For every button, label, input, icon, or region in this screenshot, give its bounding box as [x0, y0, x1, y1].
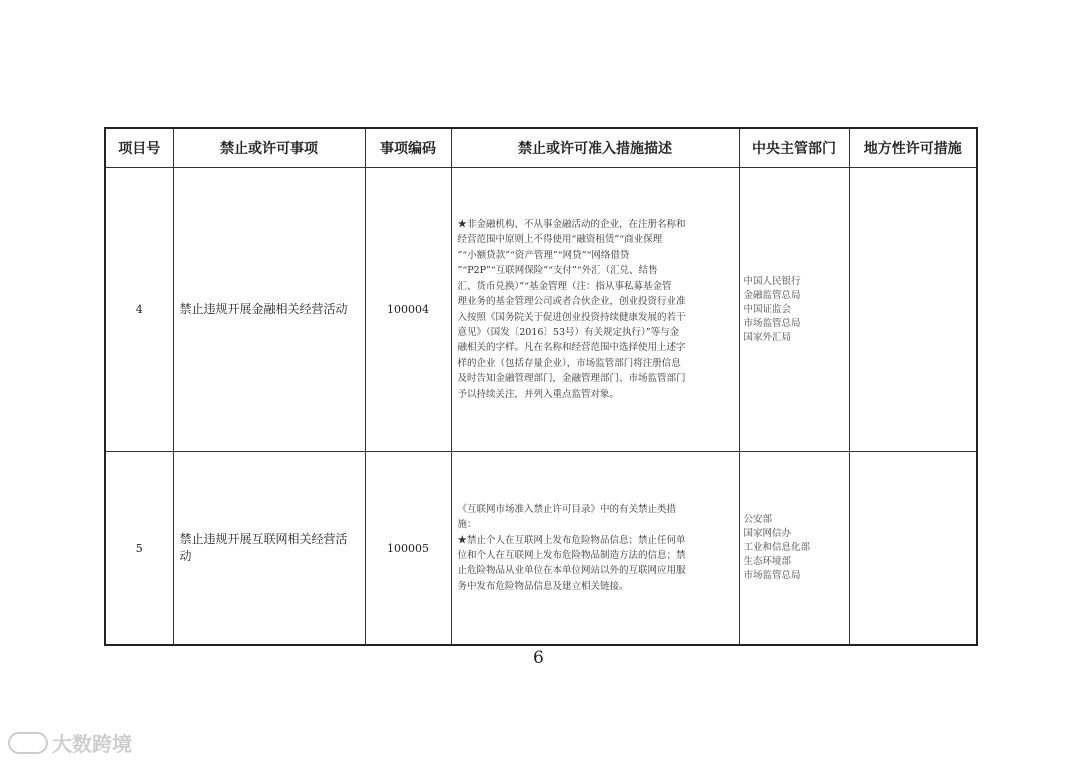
header-desc: 禁止或许可准入措施描述 [451, 128, 739, 168]
weibo-logo-icon [8, 732, 48, 754]
text-line: 公安部 [743, 514, 773, 525]
text-line: 施： [457, 519, 477, 531]
text-line: 市场监管总局 [743, 570, 801, 581]
text-line: 国家网信办 [743, 528, 792, 539]
table-row [105, 452, 977, 646]
row-code: 100005 [365, 452, 451, 646]
row-local [849, 168, 977, 452]
text-line: 止危险物品从业单位在本单位网站以外的互联网应用服 [457, 565, 686, 577]
text-line: 样的企业（包括存量企业），市场监管部门将注册信息 [457, 357, 681, 369]
watermark [8, 728, 132, 757]
text-line: 金融监管总局 [743, 289, 801, 301]
text-line: 务中发布危险物品信息及建立相关链接。 [457, 580, 629, 592]
text-line: 国家外汇局 [743, 331, 792, 343]
text-line: 中国人民银行 [743, 275, 801, 287]
text-line: 理业务的基金管理公司或者合伙企业，创业投资行业准 [457, 296, 686, 308]
header-code: 事项编码 [365, 128, 451, 168]
row-desc [451, 168, 739, 452]
text-line: 融相关的字样。凡在名称和经营范围中选择使用上述字 [457, 342, 686, 354]
row-local [849, 452, 977, 646]
row-no: 5 [105, 452, 173, 646]
text-line: 汇、货币兑换）”“基金管理（注：指从事私募基金管 [457, 280, 672, 292]
header-local: 地方性许可措施 [849, 128, 977, 168]
table-row [105, 168, 977, 452]
text-line: 入按照《国务院关于促进创业投资持续健康发展的若干 [457, 311, 686, 323]
header-dept: 中央主管部门 [739, 128, 849, 168]
row-desc [451, 452, 739, 646]
row-code: 100004 [365, 168, 451, 452]
text-line: 经营范围中原则上不得使用“融资租赁”“商业保理 [457, 234, 663, 246]
text-line: ★禁止个人在互联网上发布危险物品信息；禁止任何单 [457, 534, 686, 546]
text-line: 市场监管总局 [743, 317, 801, 329]
text-line: ”“P2P”“互联网保险”“支付”“外汇（汇兑、结售 [457, 265, 658, 277]
watermark-text: 大数跨境 [52, 732, 132, 756]
text-line: 生态环境部 [743, 556, 792, 567]
row-item: 禁止违规开展互联网相关经营活动 [173, 452, 365, 646]
header-no: 项目号 [105, 128, 173, 168]
row-depts [739, 168, 849, 452]
text-line: ★非金融机构、不从事金融活动的企业，在注册名称和 [457, 219, 686, 231]
text-line: 工业和信息化部 [743, 542, 811, 553]
text-line: 中国证监会 [743, 303, 792, 315]
row-item: 禁止违规开展金融相关经营活动 [173, 168, 365, 452]
header-item: 禁止或许可事项 [173, 128, 365, 168]
text-line: 意见》（国发〔2016〕53号）有关规定执行）”等与金 [457, 326, 680, 338]
page-number: 6 [533, 648, 544, 668]
table-header-row [105, 128, 977, 168]
text-line: 位和个人在互联网上发布危险物品制造方法的信息；禁 [457, 550, 686, 561]
row-no: 4 [105, 168, 173, 452]
text-line: 及时告知金融管理部门，金融管理部门、市场监管部门 [457, 373, 686, 385]
regulation-table [104, 127, 978, 646]
text-line: ”“小额贷款”“资产管理”“网贷”“网络借贷 [457, 249, 630, 261]
text-line: 《互联网市场准入禁止许可目录》中的有关禁止类措 [457, 503, 677, 515]
text-line: 予以持续关注，并列入重点监管对象。 [457, 388, 620, 400]
row-depts [739, 452, 849, 646]
